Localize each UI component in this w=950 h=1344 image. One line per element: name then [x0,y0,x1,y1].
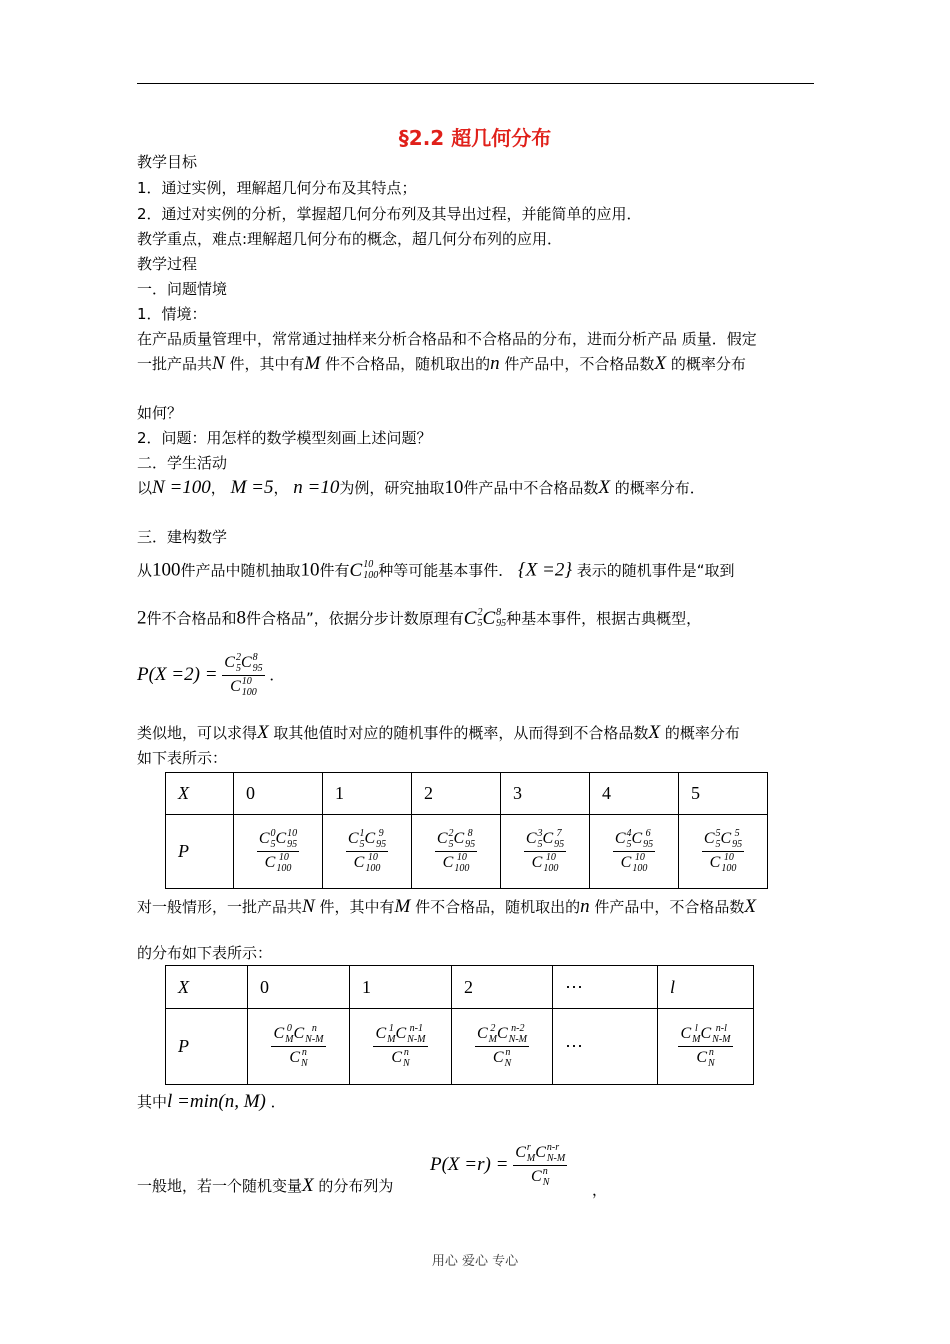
heading-problem: 一．问题情境 [137,280,228,298]
table-cell: C 3 5 C 7 95 C 10 100 [501,815,590,889]
paragraph-situation-2: 一批产品共N 件，其中有M 件不合格品，随机取出的n 件产品中，不合格品数X 的概率分布 [137,353,746,374]
table-row [166,966,754,1009]
heading-situation: 1．情境： [137,305,207,323]
table-cell: 0 [248,966,350,1009]
heading-construct: 三．建构数学 [137,528,228,546]
goal-1: 1．通过实例，理解超几何分布及其特点； [137,179,417,197]
formula-general: P(X =r) = C r M C n-r N-M C n N [430,1142,566,1188]
paragraph-definition: 一般地，若一个随机变量X 的分布列为 [137,1175,394,1196]
paragraph-general: 对一般情形，一批产品共N 件，其中有M 件不合格品，随机取出的n 件产品中，不合格品数X [137,896,757,917]
var-X: X [654,353,667,374]
table-cell: C 2 M C n-2 N-M C n N [452,1009,553,1085]
table-row [166,1009,754,1085]
distribution-table-1 [165,772,768,889]
table-cell: C 1 M C n-1 N-M C n N [350,1009,452,1085]
heading-question: 2．问题：用怎样的数学模型刻画上述问题？ [137,429,432,447]
table-cell: l [658,966,754,1009]
paragraph-general-2: 的分布如下表所示： [137,944,273,962]
paragraph-situation: 在产品质量管理中，常常通过抽样来分析合格品和不合格品的分布，进而分析产品 质量．假定 [137,330,757,348]
table-cell: 5 [679,773,768,815]
table-cell: C 2 5 C 8 95 C 10 100 [412,815,501,889]
table-cell: 1 [323,773,412,815]
paragraph-construct-2: 2件不合格品和8件合格品”，依据分步计数原理有 C 2 5 C 8 95 种基本事件，根据古典概型， [137,607,702,629]
page-title: §2.2 超几何分布 [398,126,552,150]
table-cell: P [166,1009,248,1085]
var-n: n [490,353,500,374]
formula-p-x-2: P(X =2) = C 2 5 C 8 95 C 10 100 ． [137,652,285,698]
table-cell: C l M C n-l N-M C n N [658,1009,754,1085]
table-cell: 2 [452,966,553,1009]
heading-activity: 二．学生活动 [137,454,228,472]
table-cell: ⋯ [553,966,658,1009]
distribution-table-2 [165,965,754,1085]
trailing-comma: ， [592,1181,608,1199]
table-cell: C 0 5 C 10 95 C 10 100 [234,815,323,889]
table-cell: 2 [412,773,501,815]
table-cell: 3 [501,773,590,815]
paragraph-where: 其中l =min(n, M) ． [137,1091,286,1112]
page-footer: 用心 爱心 专心 [431,1254,519,1269]
table-cell: 1 [350,966,452,1009]
goal-2: 2．通过对实例的分析，掌握超几何分布列及其导出过程，并能简单的应用． [137,205,642,223]
table-cell: C 1 5 C 9 95 C 10 100 [323,815,412,889]
header-rule [137,83,814,84]
table-row [166,815,768,889]
table-cell: X [166,773,234,815]
table-cell: P [166,815,234,889]
table-cell: C 4 5 C 6 95 C 10 100 [590,815,679,889]
key-points: 教学重点，难点:理解超几何分布的概念，超几何分布列的应用． [137,230,563,248]
table-cell: X [166,966,248,1009]
section-process: 教学过程 [137,255,198,273]
table-cell: 4 [590,773,679,815]
paragraph-construct-1: 从100件产品中随机抽取10件有 C 10 100 种等可能基本事件． {X =2} 表示的随机事件是“取到 [137,559,735,581]
table-cell: ⋯ [553,1009,658,1085]
var-M: M [304,353,321,374]
var-N: N [212,353,225,374]
table-cell: 0 [234,773,323,815]
paragraph-example: 以N =100， M =5， n =10为例，研究抽取10件产品中不合格品数X 的概率分布． [137,477,705,498]
section-goals: 教学目标 [137,153,198,171]
table-cell: C 5 5 C 5 95 C 10 100 [679,815,768,889]
paragraph-question: 如何？ [137,404,183,422]
table-row [166,773,768,815]
paragraph-similar: 类似地，可以求得X 取其他值时对应的随机事件的概率，从而得到不合格品数X 的概率分布 [137,722,740,743]
paragraph-table-intro: 如下表所示： [137,749,228,767]
table-cell: C 0 M C n N-M C n N [248,1009,350,1085]
